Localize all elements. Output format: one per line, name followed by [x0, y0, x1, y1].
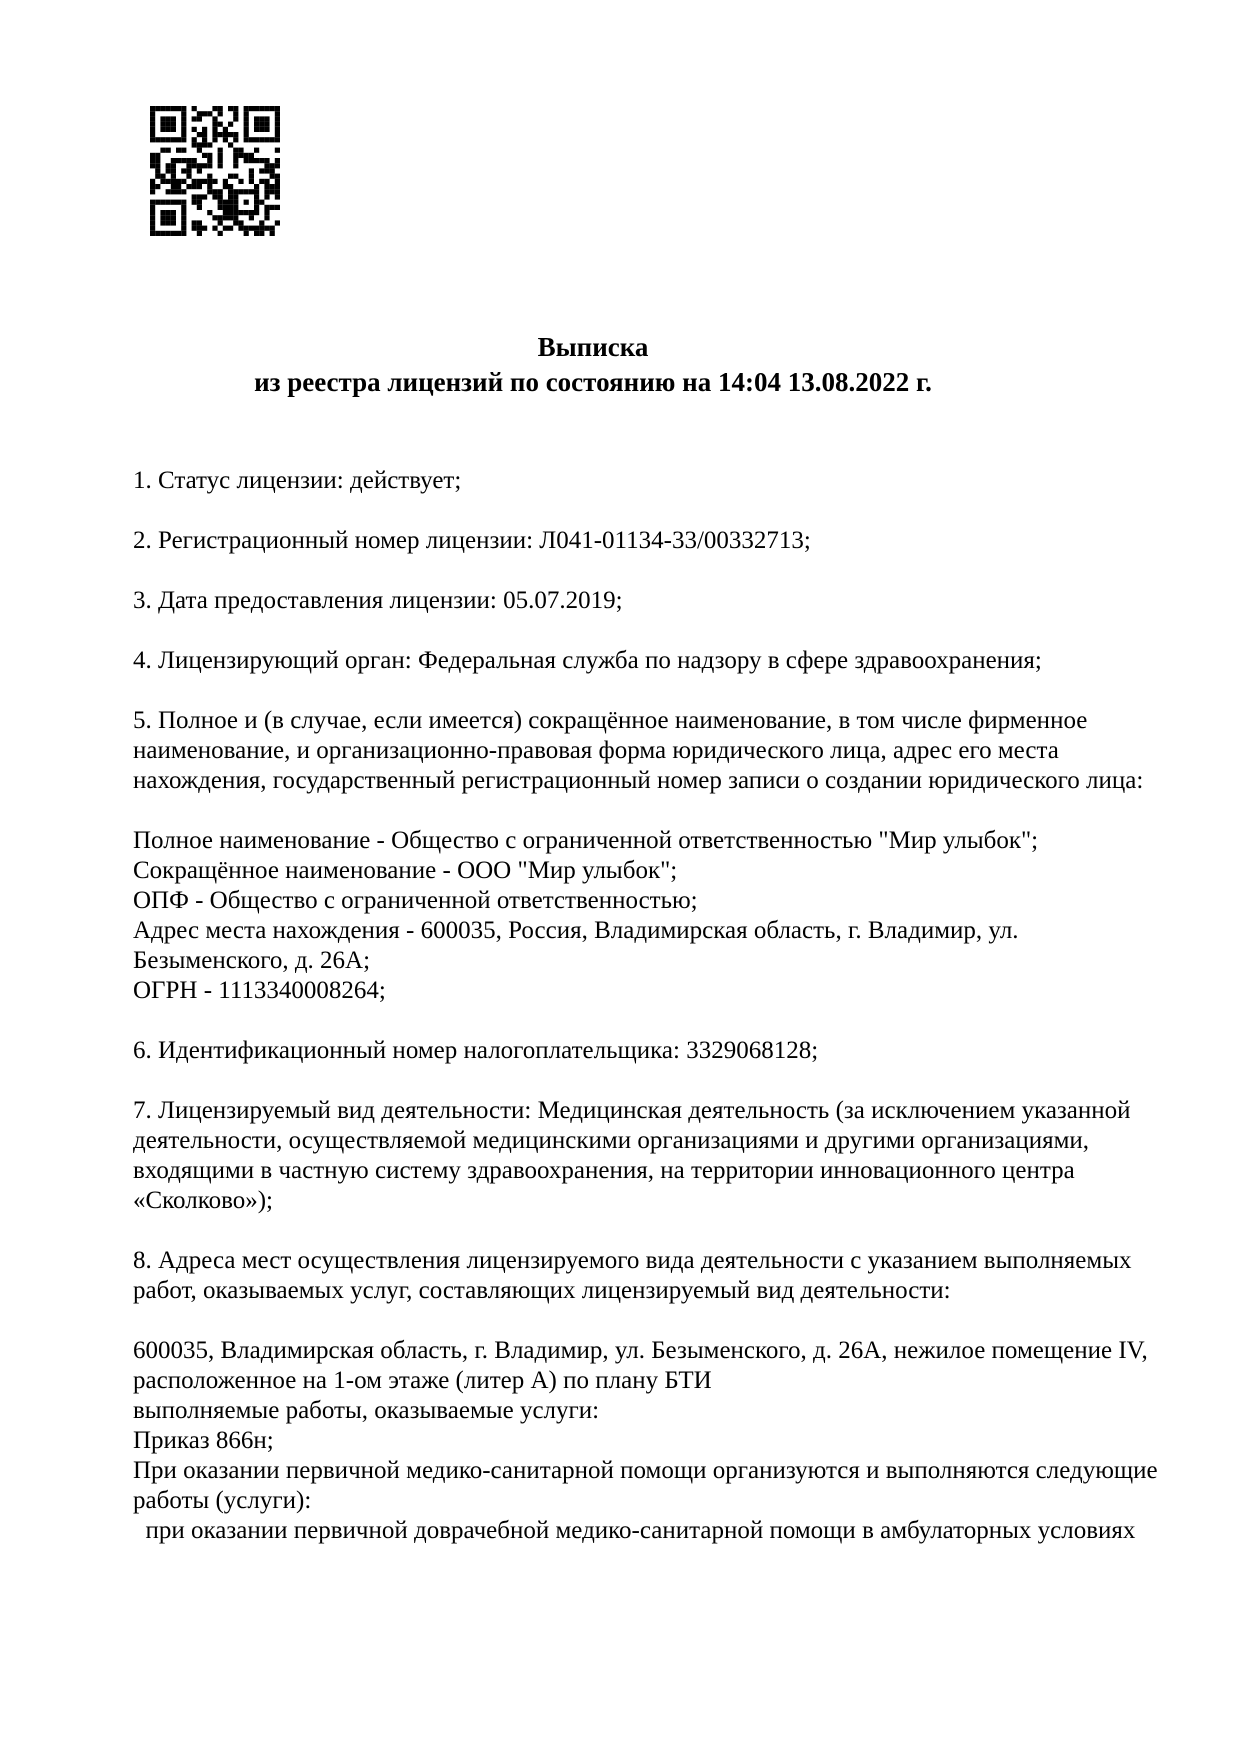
document-line: 6. Идентификационный номер налогоплательщика: 3329068128;: [133, 1037, 819, 1064]
document-line: При оказании первичной медико-санитарной помощи организуются и выполняются следующие: [133, 1457, 1158, 1484]
paragraph-10: [133, 1336, 1158, 1546]
document-line: Приказ 866н;: [133, 1427, 274, 1454]
document-body: [133, 466, 1158, 1546]
document-line: входящими в частную систему здравоохранения, на территории инновационного центра: [133, 1157, 1075, 1184]
document-line: нахождения, государственный регистрационный номер записи о создании юридического лица:: [133, 767, 1144, 794]
document-line: 7. Лицензируемый вид деятельности: Медицинская деятельность (за исключением указанной: [133, 1097, 1131, 1124]
document-line: Адрес места нахождения - 600035, Россия, Владимирская область, г. Владимир, ул.: [133, 917, 1019, 944]
document-title: [133, 330, 1053, 400]
document-line: 600035, Владимирская область, г. Владимир, ул. Безыменского, д. 26А, нежилое помещение IV,: [133, 1337, 1148, 1364]
document-line: 4. Лицензирующий орган: Федеральная служба по надзору в сфере здравоохранения;: [133, 647, 1042, 674]
paragraph-3: [133, 586, 1143, 616]
paragraph-9: [133, 1246, 1143, 1306]
paragraph-7: [133, 1036, 1143, 1066]
paragraph-5: [133, 706, 1143, 796]
document-title-line2: из реестра лицензий по состоянию на 14:04 13.08.2022 г.: [254, 367, 932, 397]
document-line: Полное наименование - Общество с ограниченной ответственностью "Мир улыбок";: [133, 827, 1039, 854]
qr-code: [150, 106, 280, 238]
document-line: Сокращённое наименование - ООО "Мир улыбок";: [133, 857, 678, 884]
paragraph-8: [133, 1096, 1143, 1216]
document-line: работы (услуги):: [133, 1487, 312, 1514]
document-line: 8. Адреса мест осуществления лицензируемого вида деятельности с указанием выполняемых: [133, 1247, 1132, 1274]
paragraph-1: [133, 466, 1143, 496]
document-line: 2. Регистрационный номер лицензии: Л041-01134-33/00332713;: [133, 527, 811, 554]
qr-code-pattern: [150, 106, 280, 236]
document-line: Безыменского, д. 26А;: [133, 947, 371, 974]
document-line: расположенное на 1-ом этаже (литер А) по плану БТИ: [133, 1367, 712, 1394]
document-line: 1. Статус лицензии: действует;: [133, 467, 462, 494]
document-line: работ, оказываемых услуг, составляющих лицензируемый вид деятельности:: [133, 1277, 951, 1304]
document-line: 3. Дата предоставления лицензии: 05.07.2019;: [133, 587, 623, 614]
paragraph-6: [133, 826, 1143, 1006]
document-line: 5. Полное и (в случае, если имеется) сокращённое наименование, в том числе фирменное: [133, 707, 1088, 734]
document-line: «Сколково»);: [133, 1187, 273, 1214]
document-line: деятельности, осуществляемой медицинскими организациями и другими организациями,: [133, 1127, 1090, 1154]
paragraph-4: [133, 646, 1143, 676]
document-line: ОГРН - 1113340008264;: [133, 977, 386, 1004]
document-line: наименование, и организационно-правовая форма юридического лица, адрес его места: [133, 737, 1059, 764]
document-line: ОПФ - Общество с ограниченной ответственностью;: [133, 887, 698, 914]
paragraph-2: [133, 526, 1143, 556]
document-line: выполняемые работы, оказываемые услуги:: [133, 1397, 600, 1424]
document-line: при оказании первичной доврачебной медико-санитарной помощи в амбулаторных условиях: [133, 1517, 1136, 1544]
document-title-line1: Выписка: [537, 332, 649, 362]
